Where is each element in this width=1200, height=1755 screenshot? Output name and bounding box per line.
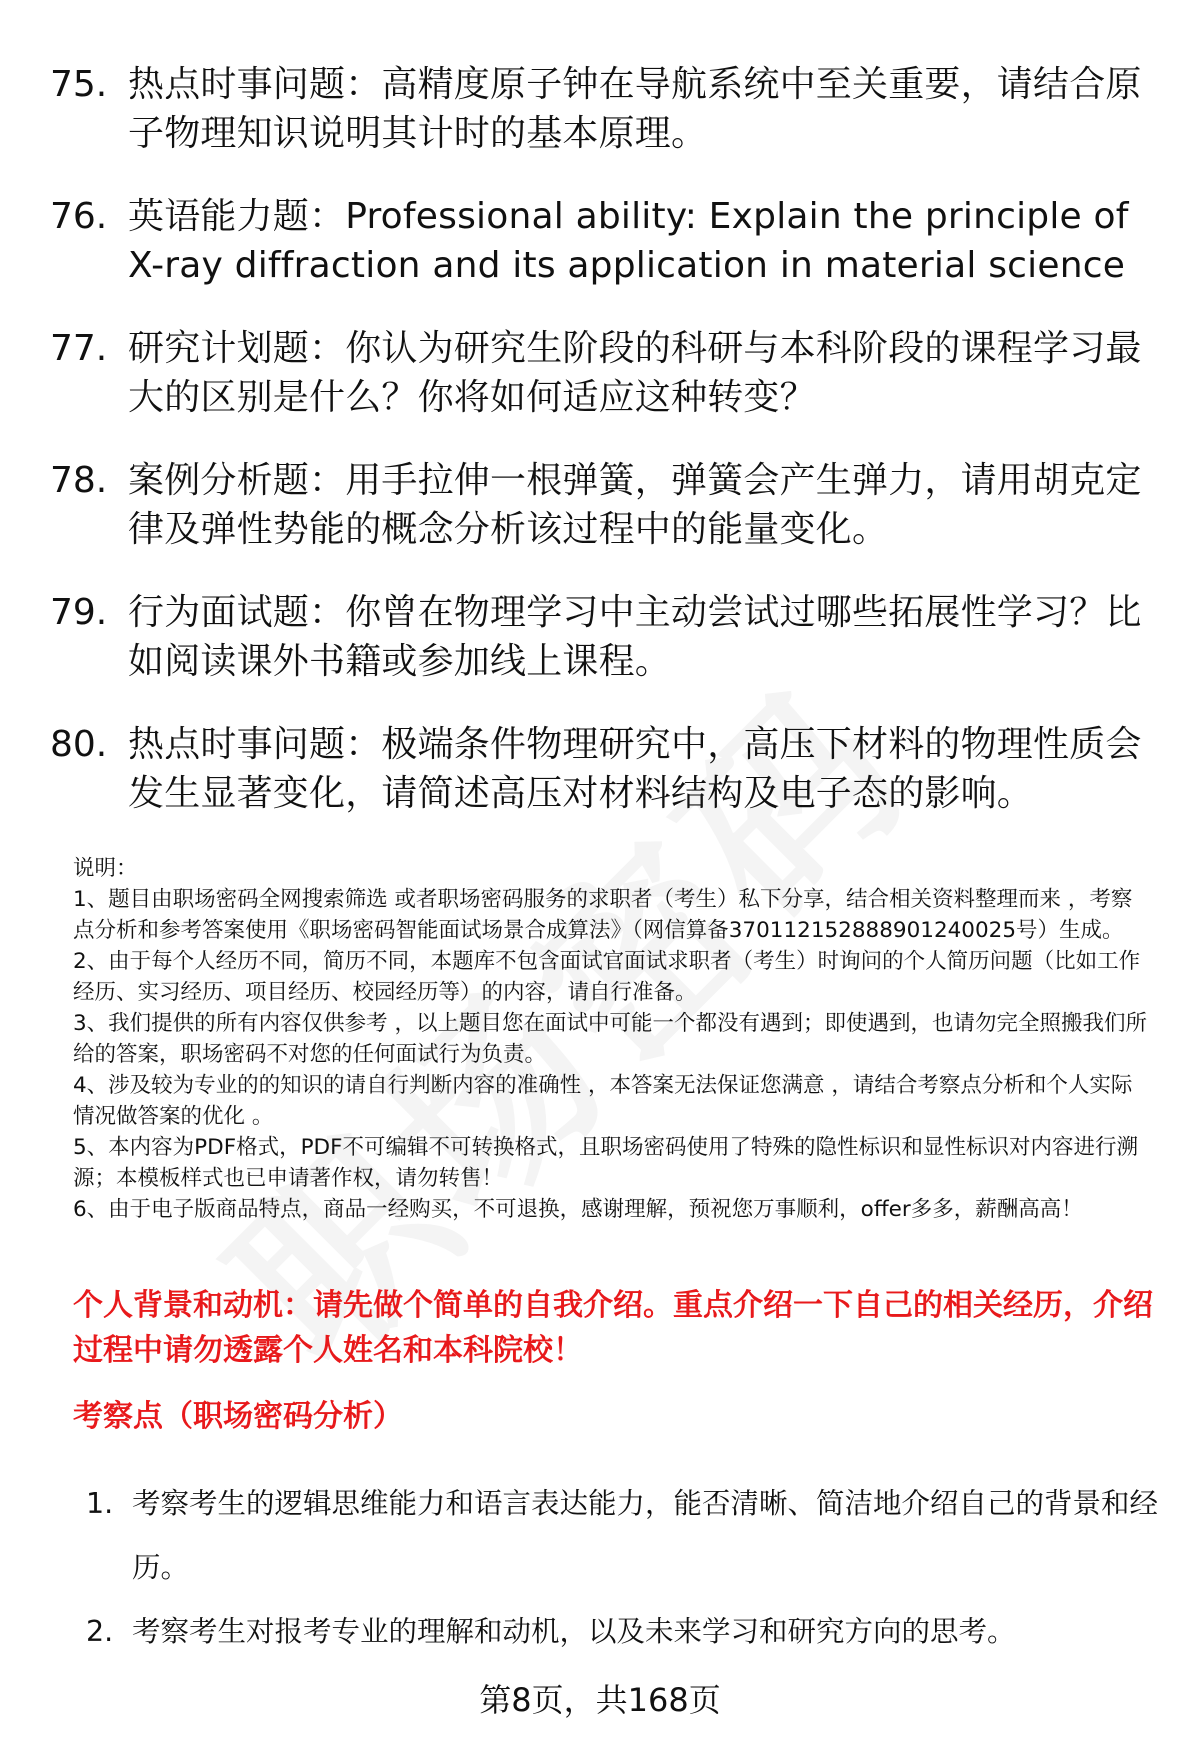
- exam-point-item: [80, 1472, 1160, 1600]
- exam-point-item: [80, 1600, 1160, 1664]
- notes-title: 说明：: [73, 856, 138, 881]
- note-item-5: 5、本内容为PDF格式，PDF不可编辑不可转换格式，且职场密码使用了特殊的隐性标识和显性标识对内容进行溯源；本模板样式也已申请著作权，请勿转售！: [73, 1135, 1138, 1191]
- question-text: 研究计划题：你认为研究生阶段的科研与本科阶段的课程学习最大的区别是什么？你将如何适应这种转变？: [128, 328, 1142, 418]
- section-question-heading: 个人背景和动机：请先做个简单的自我介绍。重点介绍一下自己的相关经历，介绍过程中请勿透露个人姓名和本科院校！: [73, 1288, 1153, 1368]
- question-number: 79.: [50, 592, 108, 633]
- exam-point-number: 1.: [86, 1487, 114, 1520]
- question-item-76: [50, 192, 1150, 290]
- page-footer: 第8页，共168页: [479, 1681, 721, 1719]
- note-item-4: 4、涉及较为专业的的知识的请自行判断内容的准确性 ，本答案无法保证您满意 ，请结合考察点分析和个人实际情况做答案的优化 。: [73, 1073, 1133, 1129]
- exam-points-heading: 考察点（职场密码分析）: [73, 1399, 403, 1434]
- note-item-1: 1、题目由职场密码全网搜索筛选 或者职场密码服务的求职者（考生）私下分享，结合相关资料整理而来 ，考察点分析和参考答案使用《职场密码智能面试场景合成算法》（网信算备370112152888901240025号）生成。: [73, 887, 1133, 943]
- question-number: 75.: [50, 64, 108, 105]
- question-text: 英语能力题：Professional ability: Explain the principle of X-ray diffraction and its application in material science: [128, 196, 1129, 286]
- question-item-78: [50, 456, 1150, 554]
- question-text: 热点时事问题：高精度原子钟在导航系统中至关重要，请结合原子物理知识说明其计时的基本原理。: [128, 64, 1142, 154]
- exam-points-list: [80, 1472, 1160, 1664]
- question-number: 80.: [50, 724, 108, 765]
- question-list: [50, 60, 1150, 852]
- question-number: 78.: [50, 460, 108, 501]
- exam-point-number: 2.: [86, 1615, 114, 1648]
- question-item-80: [50, 720, 1150, 818]
- question-item-79: [50, 588, 1150, 686]
- note-item-6: 6、由于电子版商品特点，商品一经购买，不可退换，感谢理解，预祝您万事顺利，offer多多，薪酬高高！: [73, 1197, 1083, 1222]
- question-number: 76.: [50, 196, 108, 237]
- notes-section: [73, 853, 1153, 1225]
- question-text: 热点时事问题：极端条件物理研究中，高压下材料的物理性质会发生显著变化，请简述高压对材料结构及电子态的影响。: [128, 724, 1142, 814]
- question-text: 行为面试题：你曾在物理学习中主动尝试过哪些拓展性学习？比如阅读课外书籍或参加线上课程。: [128, 592, 1142, 682]
- note-item-3: 3、我们提供的所有内容仅供参考 ，以上题目您在面试中可能一个都没有遇到；即使遇到，也请勿完全照搬我们所给的答案，职场密码不对您的任何面试行为负责。: [73, 1011, 1148, 1067]
- exam-point-text: 考察考生对报考专业的理解和动机，以及未来学习和研究方向的思考。: [132, 1615, 1016, 1648]
- question-text: 案例分析题：用手拉伸一根弹簧，弹簧会产生弹力，请用胡克定律及弹性势能的概念分析该过程中的能量变化。: [128, 460, 1142, 550]
- question-number: 77.: [50, 328, 108, 369]
- question-item-75: [50, 60, 1150, 158]
- exam-point-text: 考察考生的逻辑思维能力和语言表达能力，能否清晰、简洁地介绍自己的背景和经历。: [132, 1487, 1159, 1584]
- note-item-2: 2、由于每个人经历不同，简历不同，本题库不包含面试官面试求职者（考生）时询问的个人简历问题（比如工作经历、实习经历、项目经历、校园经历等）的内容，请自行准备。: [73, 949, 1141, 1005]
- question-item-77: [50, 324, 1150, 422]
